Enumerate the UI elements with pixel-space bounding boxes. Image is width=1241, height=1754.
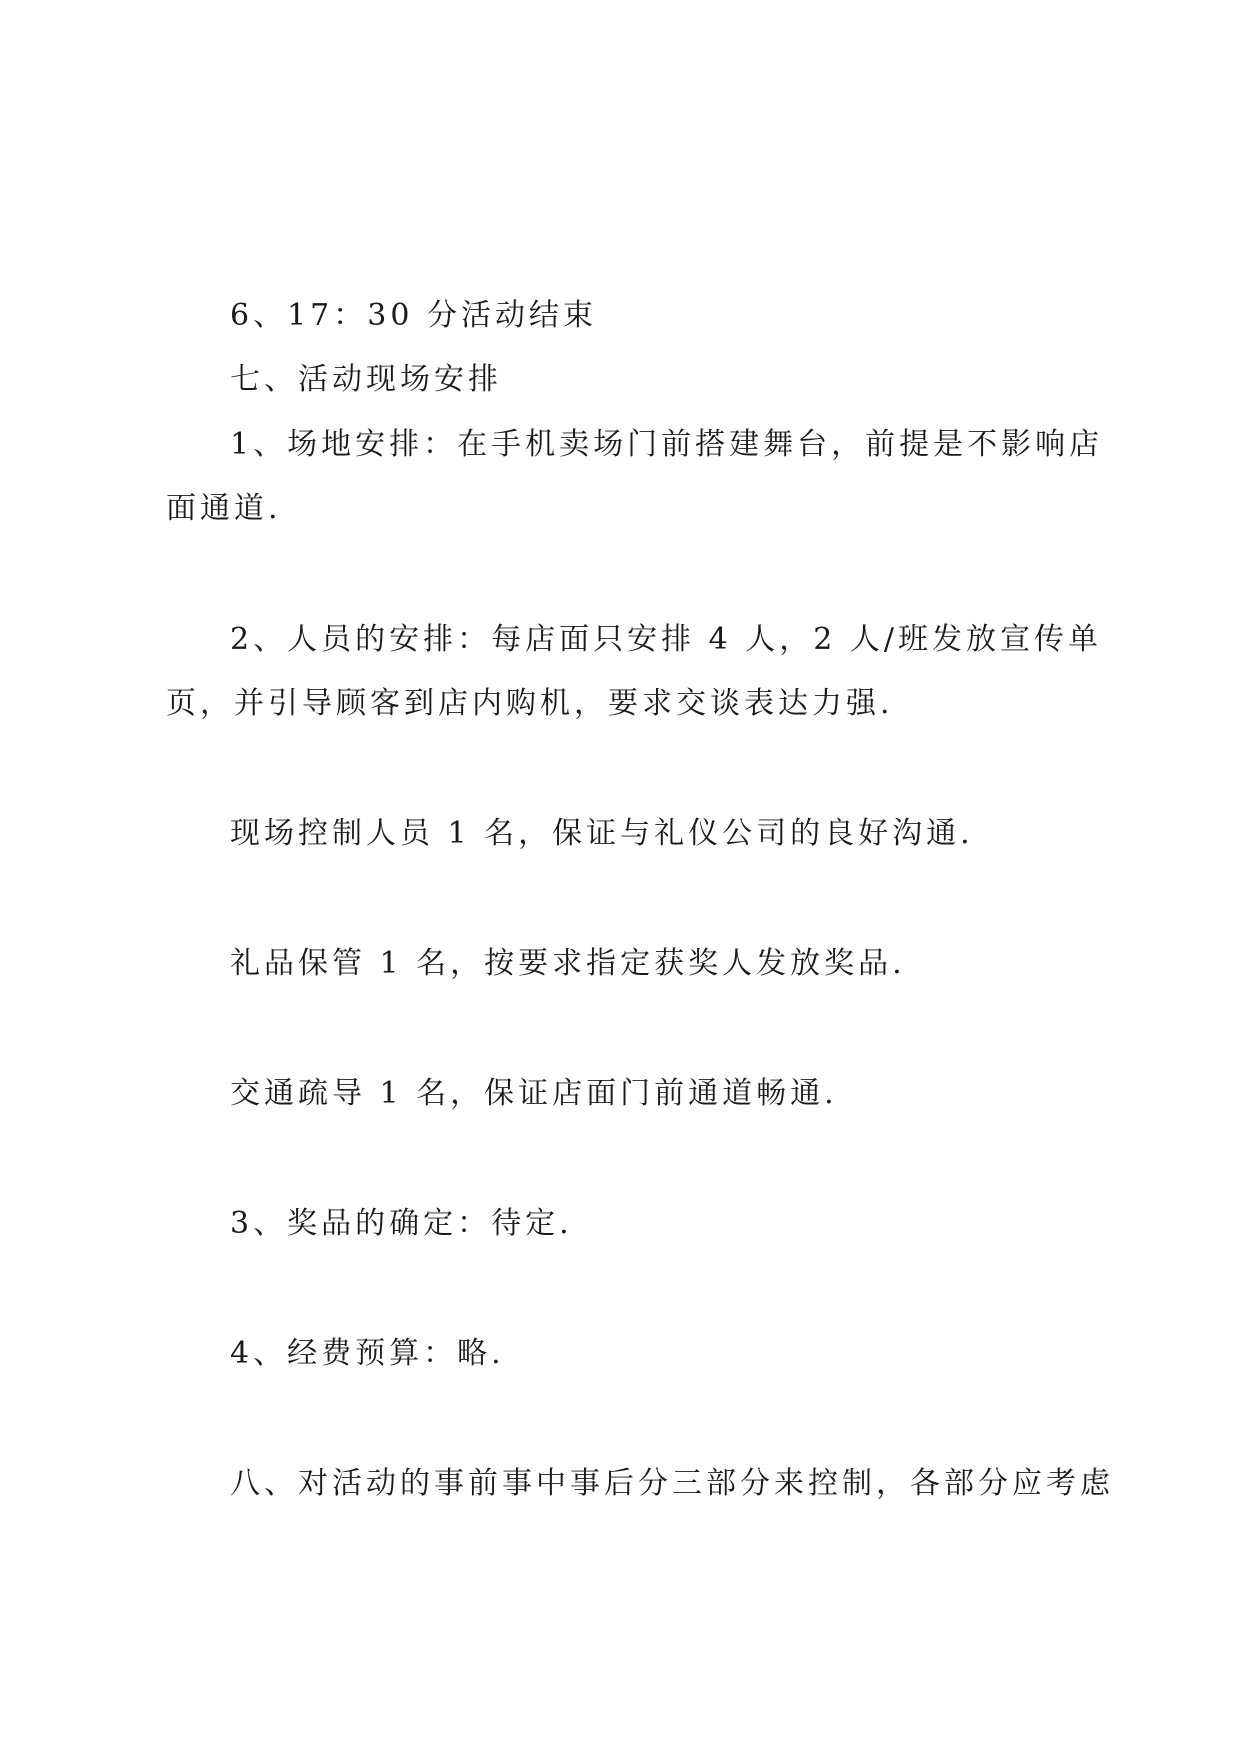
section-heading-control: 八、对活动的事前事中事后分三部分来控制，各部分应考虑 bbox=[230, 1466, 1114, 1501]
text-line-venue-2: 面通道. bbox=[166, 491, 282, 526]
text-line-gift-keeper: 礼品保管 1 名，按要求指定获奖人发放奖品. bbox=[230, 946, 906, 981]
text-line-prizes: 3、奖品的确定：待定. bbox=[230, 1206, 573, 1241]
text-line-activity-end: 6、17：30 分活动结束 bbox=[230, 298, 597, 333]
text-line-site-control: 现场控制人员 1 名，保证与礼仪公司的良好沟通. bbox=[230, 816, 974, 851]
text-line-staff-2: 页，并引导顾客到店内购机，要求交谈表达力强. bbox=[166, 686, 894, 721]
text-line-traffic: 交通疏导 1 名，保证店面门前通道畅通. bbox=[230, 1076, 838, 1111]
text-line-budget: 4、经费预算：略. bbox=[230, 1336, 505, 1371]
section-heading-site-arrangement: 七、活动现场安排 bbox=[230, 362, 502, 397]
text-line-venue-1: 1、场地安排：在手机卖场门前搭建舞台，前提是不影响店 bbox=[230, 427, 1104, 462]
text-line-staff-1: 2、人员的安排：每店面只安排 4 人，2 人/班发放宣传单 bbox=[230, 622, 1102, 657]
